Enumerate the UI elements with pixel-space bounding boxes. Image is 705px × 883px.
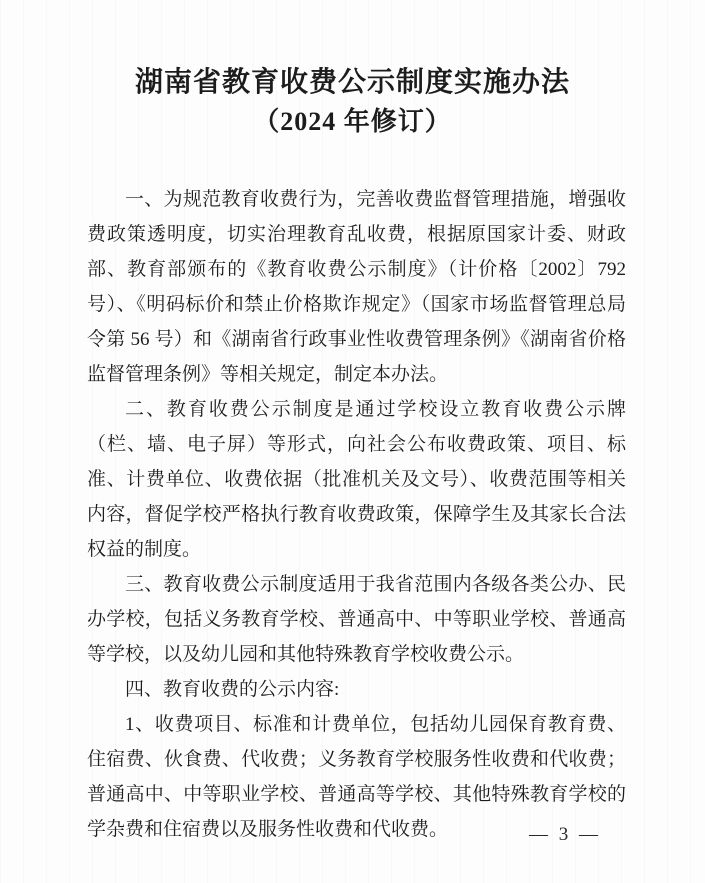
paragraph-article-4-item-1: 1、收费项目、标准和计费单位，包括幼儿园保育教育费、住宿费、伙食费、代收费；义务教育学校服务性收费和代收费；普通高中、中等职业学校、普通高等学校、其他特殊教育学校的学杂费和住宿费以及服务性收费和代收费。 (87, 714, 626, 840)
document-title: 湖南省教育收费公示制度实施办法 (134, 67, 570, 98)
paragraph-article-4: 四、教育收费的公示内容: (125, 679, 340, 700)
document-title-block (0, 0, 705, 138)
paragraph-article-1: 一、为规范教育收费行为，完善收费监督管理措施，增强收费政策透明度，切实治理教育乱收费，根据原国家计委、财政部、教育部颁布的《教育收费公示制度》（计价格〔2002〕792 号）、《明码标价和禁止价格欺诈规定》（国家市场监督管理总局令第 56 号）和《湖南省行政事业性收费管理条例》《湖南省价格监督管理条例》等相关规定，制定本办法。 (87, 189, 626, 385)
document-subtitle-revision: （2024 年修订） (253, 107, 452, 136)
paragraph-article-3: 三、教育收费公示制度适用于我省范围内各级各类公办、民办学校，包括义务教育学校、普通高中、中等职业学校、普通高等学校，以及幼儿园和其他特殊教育学校收费公示。 (87, 574, 626, 665)
page-number: — 3 — (529, 824, 601, 845)
paragraph-article-2: 二、教育收费公示制度是通过学校设立教育收费公示牌（栏、墙、电子屏）等形式，向社会公布收费政策、项目、标准、计费单位、收费依据（批准机关及文号）、收费范围等相关内容，督促学校严格执行教育收费政策，保障学生及其家长合法权益的制度。 (87, 399, 626, 560)
document-body (87, 182, 626, 847)
